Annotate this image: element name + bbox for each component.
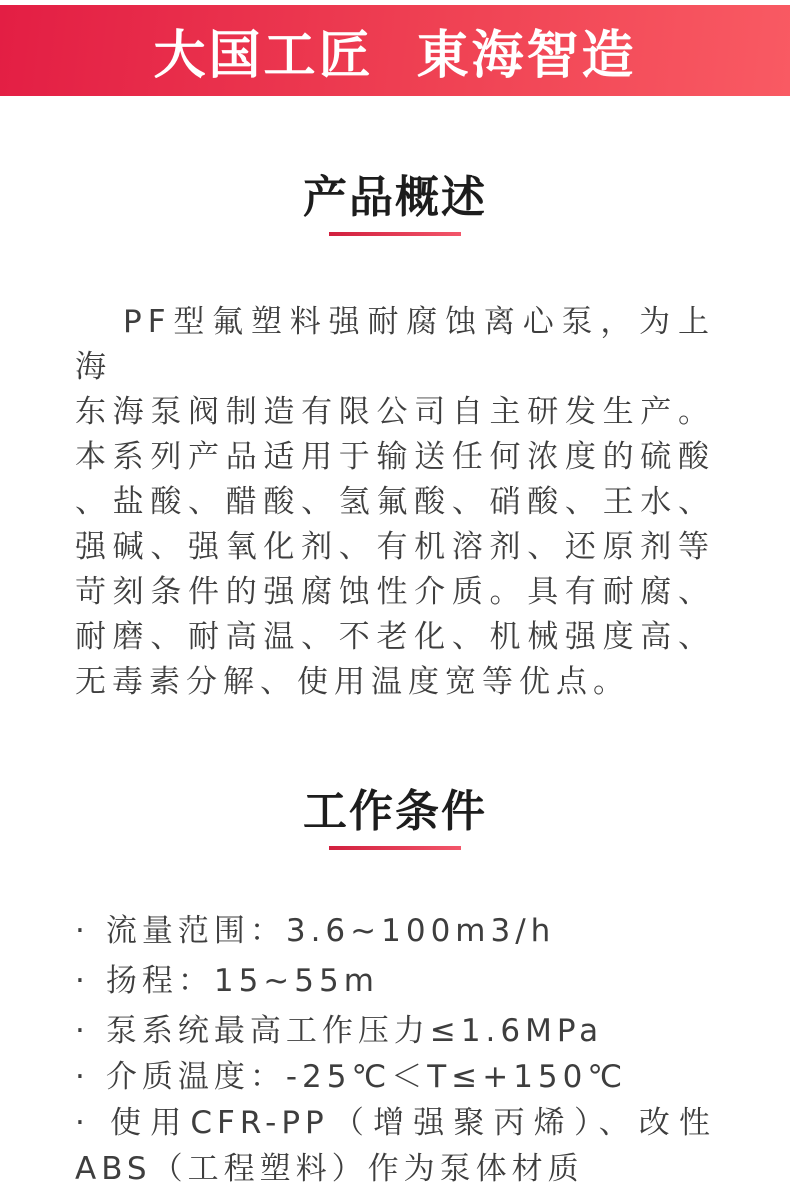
- overview-paragraph: [75, 300, 715, 705]
- overview-section-header: [0, 172, 790, 236]
- bullet-icon: ·: [75, 1013, 90, 1049]
- bullet-icon: ·: [75, 1105, 90, 1141]
- paragraph-line: 耐磨、耐高温、不老化、机械强度高、: [75, 619, 715, 655]
- paragraph-line: 无毒素分解、使用温度宽等优点。: [75, 664, 630, 700]
- header-banner: [0, 5, 790, 96]
- conditions-title-underline: [329, 846, 461, 850]
- list-item-text: 泵系统最高工作压力≤1.6MPa: [105, 1013, 604, 1049]
- paragraph-line: 强碱、强氧化剂、有机溶剂、还原剂等: [75, 529, 715, 565]
- list-item: [75, 1008, 715, 1054]
- list-item-text: 扬程：15~55m: [105, 963, 379, 999]
- bullet-icon: ·: [75, 1059, 90, 1095]
- list-item: [75, 958, 715, 1004]
- conditions-section-header: [0, 786, 790, 850]
- conditions-list: [75, 908, 715, 1192]
- paragraph-line: 本系列产品适用于输送任何浓度的硫酸: [75, 439, 715, 475]
- conditions-title: 工作条件: [303, 786, 487, 837]
- list-item-text: 流量范围：3.6~100m3/h: [105, 913, 556, 949]
- overview-title-underline: [329, 232, 461, 236]
- list-item-line: ABS（工程塑料）作为泵体材质: [75, 1151, 584, 1187]
- list-item-text: 使用CFR-PP（增强聚丙烯）、改性: [105, 1105, 715, 1141]
- overview-title: 产品概述: [303, 172, 487, 223]
- bullet-icon: ·: [75, 913, 90, 949]
- list-item-text: 介质温度：-25℃＜T≤+150℃: [105, 1059, 628, 1095]
- banner-title: 大国工匠 東海智造: [153, 26, 637, 86]
- list-item: [75, 1100, 715, 1192]
- paragraph-line: 东海泵阀制造有限公司自主研发生产。: [75, 394, 715, 430]
- paragraph-line: PF型氟塑料强耐腐蚀离心泵，为上海: [75, 304, 715, 385]
- paragraph-line: 、盐酸、醋酸、氢氟酸、硝酸、王水、: [75, 484, 715, 520]
- paragraph-line: 苛刻条件的强腐蚀性介质。具有耐腐、: [75, 574, 715, 610]
- bullet-icon: ·: [75, 963, 90, 999]
- list-item: [75, 908, 715, 954]
- list-item: [75, 1054, 715, 1100]
- list-item-line: [75, 1100, 715, 1146]
